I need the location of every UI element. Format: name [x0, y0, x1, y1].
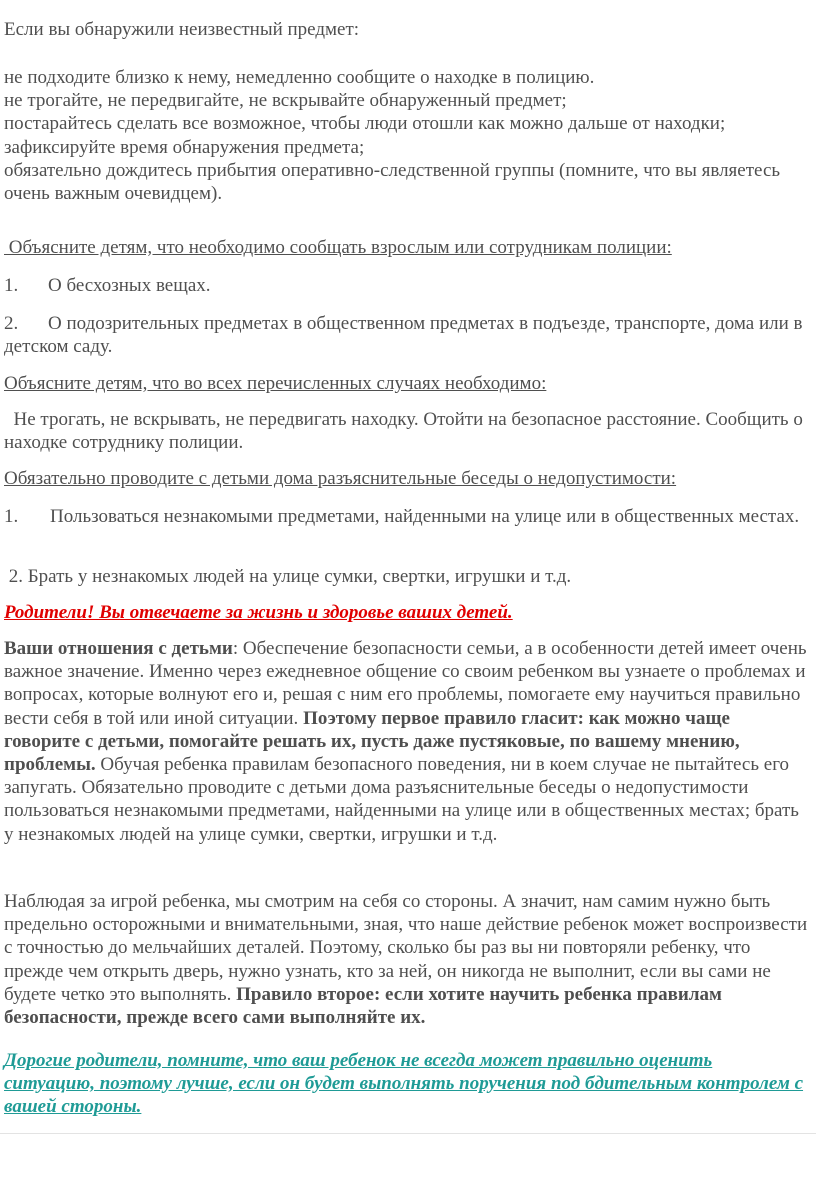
section1-heading: Объясните детям, что необходимо сообщать взрослым или сотрудникам полиции:: [4, 237, 672, 258]
section3-heading: Обязательно проводите с детьми дома разъяснительные беседы о недопустимости:: [4, 468, 677, 489]
item-text: О бесхозных вещах.: [48, 275, 211, 296]
section2-heading: Объясните детям, что во всех перечисленных случаях необходимо:: [4, 373, 547, 394]
rule-item: не трогайте, не передвигайте, не вскрывайте обнаруженный предмет;: [4, 90, 567, 112]
rules-list: [4, 66, 810, 205]
section1-item-1: [4, 274, 810, 297]
section3-item-1: [4, 505, 810, 528]
intro-line: Если вы обнаружили неизвестный предмет:: [4, 19, 360, 40]
paragraph-relations: [4, 637, 810, 846]
rule-item: обязательно дождитесь прибытия оперативно-следственной группы (помните, что вы являетесь очень важным очевидцем).: [4, 159, 781, 205]
page-divider: [0, 1133, 816, 1134]
warning-heading: Родители! Вы отвечаете за жизнь и здоровье ваших детей.: [4, 602, 513, 623]
rule-item: постарайтесь сделать все возможное, чтобы люди отошли как можно дальше от находки;: [4, 113, 726, 135]
rule-item: зафиксируйте время обнаружения предмета;: [4, 136, 365, 158]
section1-item-2: [4, 312, 810, 358]
paragraph-text: Наблюдая за игрой ребенка, мы смотрим на себя со стороны. А значит, нам самим нужно быть предельно осторожными и внимательными, зная, что наше действие ребенок может воспроизвести с точностью до мельчайших деталей. Поэтому, сколько бы раз вы ни повторяли ребенку, что прежде чем открыть дверь, нужно узнать, кто за ней, он никогда не выполнит, если вы сами не будете четко это выполнять.: [4, 891, 808, 1005]
item-text: О подозрительных предметах в общественном предметах в подъезде, транспорте, дома или в детском саду.: [4, 313, 803, 358]
paragraph-text: Обучая ребенка правилам безопасного поведения, ни в коем случае не пытайтесь его запугать. Обязательно проводите с детьми дома разъяснительные беседы о недопустимости пользоваться незнакомыми предметами, найденными на улице или в общественных местах; брать у незнакомых людей на улице сумки, свертки, игрушки и т.д.: [4, 754, 799, 845]
item-number: 2.: [4, 313, 19, 334]
second-rule: Правило второе: если хотите научить ребенка правилам безопасности, прежде всего сами выполняйте их.: [4, 983, 722, 1029]
section3-item-2: 2. Брать у незнакомых людей на улице сумки, свертки, игрушки и т.д.: [4, 566, 572, 587]
rule-item: не подходите близко к нему, немедленно сообщите о находке в полицию.: [4, 67, 595, 88]
item-number: 1.: [4, 506, 19, 527]
paragraph-text: : Обеспечение безопасности семьи, а в особенности детей имеет очень важное значение. Именно через ежедневное общение со своим ребенком вы узнаете о проблемах и вопросах, которые волнуют его и, решая с ним его проблемы, помогаете ему научиться правильно вести себя в той или иной ситуации.: [4, 638, 807, 729]
bold-lead: Ваши отношения с детьми: [4, 638, 233, 659]
section2-text: Не трогать, не вскрывать, не передвигать находку. Отойти на безопасное расстояние. Сообщить о находке сотруднику полиции.: [4, 409, 808, 454]
closing-note: Дорогие родители, помните, что ваш ребенок не всегда может правильно оценить ситуацию, поэтому лучше, если он будет выполнять поручения под бдительным контролем с вашей стороны.: [4, 1050, 804, 1118]
item-number: 1.: [4, 275, 19, 296]
item-text: Пользоваться незнакомыми предметами, найденными на улице или в общественных местах.: [50, 506, 800, 527]
first-rule: Поэтому первое правило гласит: как можно чаще говорите с детьми, помогайте решать их, пусть даже пустяковые, по вашему мнению, проблемы.: [4, 707, 740, 776]
paragraph-observation: [4, 890, 810, 1029]
